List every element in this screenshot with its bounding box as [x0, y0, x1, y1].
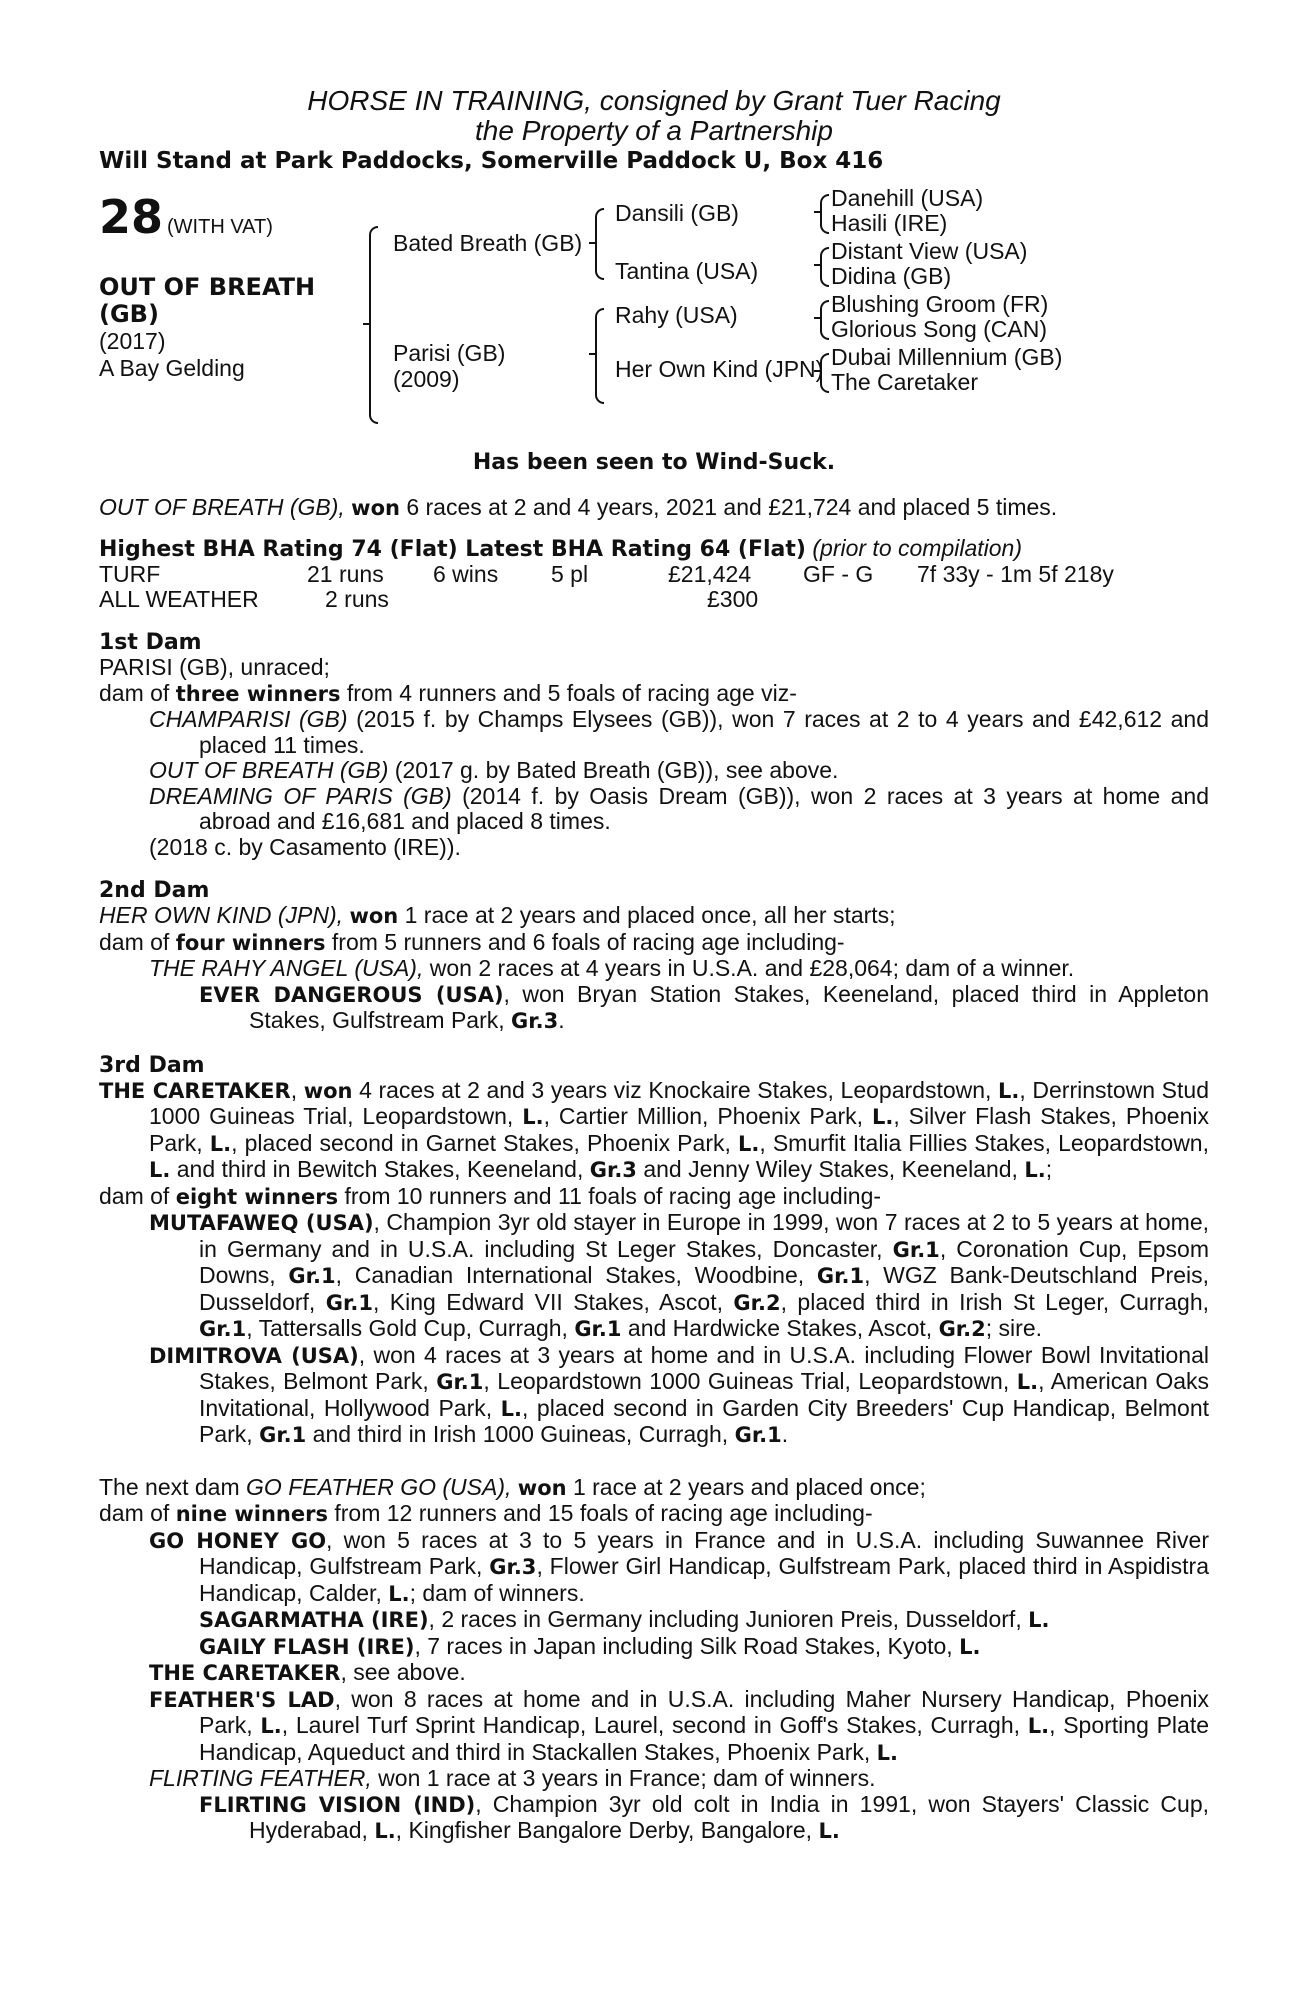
offspring-entry: CHAMPARISI (GB) (2015 f. by Champs Elysees (GB)), won 7 races at 2 to 4 years and £42,612 and placed 11 times.: [149, 706, 1210, 758]
offspring-entry: FLIRTING VISION (IND), Champion 3yr old colt in India in 1991, won Stayers' Classic Cup, Hyderabad, L., Kingfisher Bangalore Derby, Bangalore, L.: [199, 1790, 1209, 1843]
going: GF - G: [803, 561, 874, 587]
dam-dam-dam: The Caretaker: [831, 369, 979, 395]
distance-range: 7f 33y - 1m 5f 218y: [917, 561, 1114, 587]
sire: Bated Breath (GB): [393, 230, 583, 256]
placings: 5 pl: [551, 561, 589, 587]
horse-description: A Bay Gelding: [99, 355, 245, 381]
runs: 2 runs: [325, 586, 389, 612]
offspring-entry: THE CARETAKER, see above.: [149, 1659, 466, 1685]
sire-bracket: [595, 208, 604, 280]
gg-bracket-2: [820, 247, 829, 287]
sire-dam-dam: Didina (GB): [831, 263, 952, 289]
offspring-entry: FEATHER'S LAD, won 8 races at home and in U.S.A. including Maher Nursery Handicap, Phoenix Park, L., Laurel Turf Sprint Handicap, Laurel, second in Goff's Stakes, Curragh, L., Sporting Plate Handicap, Aqueduct and third in Stackallen Stakes, Phoenix Park, L.: [149, 1685, 1209, 1765]
gg-bracket-4: [820, 353, 829, 393]
consignor-line: HORSE IN TRAINING, consigned by Grant Tuer Racing: [307, 85, 1001, 116]
offspring-entry: GAILY FLASH (IRE), 7 races in Japan including Silk Road Stakes, Kyoto, L.: [199, 1632, 981, 1659]
catalogue-page: [99, 86, 1209, 1845]
dam-bracket: [595, 308, 604, 404]
dam-bracket-tip: [589, 353, 595, 355]
gg-bracket-4-tip: [814, 370, 820, 372]
second-dam-heading: 2nd Dam: [99, 878, 210, 903]
dam-dam-sire: Dubai Millennium (GB): [831, 344, 1063, 370]
third-dam-heading: 3rd Dam: [99, 1052, 205, 1078]
pedigree-bracket: [369, 226, 378, 424]
surface-label: ALL WEATHER: [99, 586, 259, 612]
gg-bracket-1: [820, 194, 829, 234]
first-dam-section: [99, 655, 1209, 860]
offspring-entry: EVER DANGEROUS (USA), won Bryan Station Stakes, Keeneland, placed third in Appleton Stakes, Gulfstream Park, Gr.3.: [199, 980, 1209, 1033]
summary-horse-name: OUT OF BREATH (GB),: [99, 494, 345, 520]
aw-row: [99, 587, 1209, 612]
lot-header: [99, 190, 273, 244]
pedigree-block: [99, 185, 1209, 440]
next-dam-produce: dam of nine winners from 12 runners and 15 foals of racing age including-: [99, 1500, 873, 1526]
horse-name-country: (GB): [99, 300, 159, 328]
dam-dam: Her Own Kind (JPN): [615, 356, 824, 382]
sire-bracket-tip: [589, 242, 595, 244]
earnings: £300: [707, 586, 759, 612]
third-dam-produce: dam of eight winners from 10 runners and 11 foals of racing age including-: [99, 1182, 882, 1209]
gg-bracket-3-tip: [814, 317, 820, 319]
offspring-entry: OUT OF BREATH (GB) (2017 g. by Bated Breath (GB)), see above.: [149, 757, 839, 783]
vat-note: (WITH VAT): [167, 216, 273, 238]
third-dam-record: THE CARETAKER, won 4 races at 2 and 3 years viz Knockaire Stakes, Leopardstown, L., Derrinstown Stud 1000 Guineas Trial, Leopardstown, L., Cartier Million, Phoenix Park, L., Silver Flash Stakes, Phoenix Park, L., placed second in Garnet Stakes, Phoenix Park, L., Smurfit Italia Fillies Stakes, Leopardstown, L. and third in Bewitch Stakes, Keeneland, Gr.3 and Jenny Wiley Stakes, Keeneland, L.;: [99, 1076, 1209, 1182]
lot-number: 28: [99, 190, 164, 244]
gg-bracket-2-tip: [814, 264, 820, 266]
offspring-entry: SAGARMATHA (IRE), 2 races in Germany including Junioren Preis, Dusseldorf, L.: [199, 1606, 1050, 1632]
next-dam-line: The next dam GO FEATHER GO (USA), won 1 race at 2 years and placed once;: [99, 1473, 926, 1500]
offspring-entry: DREAMING OF PARIS (GB) (2014 f. by Oasis Dream (GB)), won 2 races at 3 years at home and abroad and £16,681 and placed 8 times.: [149, 782, 1210, 834]
offspring-entry: THE RAHY ANGEL (USA), won 2 races at 4 years in U.S.A. and £28,064; dam of a winner.: [149, 955, 1075, 981]
ratings-line: [99, 536, 1209, 563]
first-dam-produce: dam of three winners from 4 runners and 5 foals of racing age viz-: [99, 679, 797, 706]
gg-bracket-1-tip: [814, 211, 820, 213]
sire-sire: Dansili (GB): [615, 200, 739, 226]
runs: 21 runs: [307, 561, 384, 587]
earnings: £21,424: [668, 561, 752, 587]
sire-sire-dam: Hasili (IRE): [831, 210, 948, 236]
wins: 6 wins: [433, 561, 499, 587]
sire-sire-sire: Danehill (USA): [831, 185, 984, 211]
sire-dam-sire: Distant View (USA): [831, 238, 1028, 264]
stand-location: Will Stand at Park Paddocks, Somerville Paddock U, Box 416: [99, 148, 884, 174]
dam-sire-dam: Glorious Song (CAN): [831, 316, 1048, 342]
first-dam-heading: 1st Dam: [99, 630, 202, 655]
summary-won: won: [351, 496, 400, 520]
offspring-entry: (2018 c. by Casamento (IRE)).: [149, 833, 461, 860]
gg-bracket-3: [820, 300, 829, 340]
wind-note: Has been seen to Wind-Suck.: [472, 450, 836, 475]
summary-text: 6 races at 2 and 4 years, 2021 and £21,724 and placed 5 times.: [406, 494, 1058, 520]
offspring-entry: DIMITROVA (USA), won 4 races at 3 years at home and in U.S.A. including Flower Bowl Invitational Stakes, Belmont Park, Gr.1, Leopardstown 1000 Guineas Trial, Leopardstown, L., American Oaks Invitational, Hollywood Park, L., placed second in Garden City Breeders' Cup Handicap, Belmont Park, Gr.1 and third in Irish 1000 Guineas, Curragh, Gr.1.: [149, 1341, 1210, 1447]
dam: Parisi (GB): [393, 340, 506, 366]
bha-ratings: Highest BHA Rating 74 (Flat) Latest BHA Rating 64 (Flat): [99, 536, 806, 562]
dam-sire: Rahy (USA): [615, 302, 738, 328]
dam-sire-sire: Blushing Groom (FR): [831, 291, 1049, 317]
sire-dam: Tantina (USA): [615, 258, 759, 284]
second-dam-produce: dam of four winners from 5 runners and 6 foals of racing age including-: [99, 928, 845, 955]
pedigree-bracket-tip: [363, 323, 369, 325]
ratings-note: (prior to compilation): [812, 534, 1023, 561]
dam-year: (2009): [393, 366, 460, 392]
offspring-entry: FLIRTING FEATHER, won 1 race at 3 years in France; dam of winners.: [149, 1765, 876, 1791]
horse-name: OUT OF BREATH: [99, 273, 316, 301]
property-line: the Property of a Partnership: [475, 115, 833, 146]
offspring-entry: MUTAFAWEQ (USA), Champion 3yr old stayer in Europe in 1999, won 7 races at 2 to 5 years at home, in Germany and in U.S.A. including St Leger Stakes, Doncaster, Gr.1, Coronation Cup, Epsom Downs, Gr.1, Canadian International Stakes, Woodbine, Gr.1, WGZ Bank-Deutschland Preis, Dusseldorf, Gr.1, King Edward VII Stakes, Ascot, Gr.2, placed third in Irish St Leger, Curragh, Gr.1, Tattersalls Gold Cup, Curragh, Gr.1 and Hardwicke Stakes, Ascot, Gr.2; sire.: [149, 1209, 1210, 1341]
second-dam-line: HER OWN KIND (JPN), won 1 race at 2 years and placed once, all her starts;: [99, 902, 896, 928]
third-dam-section: [99, 1078, 1209, 1449]
form-table: [99, 562, 1209, 612]
second-dam-section: [99, 903, 1209, 1035]
first-dam-line: PARISI (GB), unraced;: [99, 654, 330, 680]
race-summary: [99, 495, 1209, 522]
foaling-year: (2017): [99, 328, 166, 354]
offspring-entry: GO HONEY GO, won 5 races at 3 to 5 years in France and in U.S.A. including Suwannee River Handicap, Gulfstream Park, Gr.3, Flower Girl Handicap, Gulfstream Park, placed third in Aspidistra Handicap, Calder, L.; dam of winners.: [149, 1526, 1209, 1606]
turf-row: [99, 562, 1209, 587]
next-dam-section: [99, 1475, 1209, 1845]
surface-label: TURF: [99, 561, 161, 587]
